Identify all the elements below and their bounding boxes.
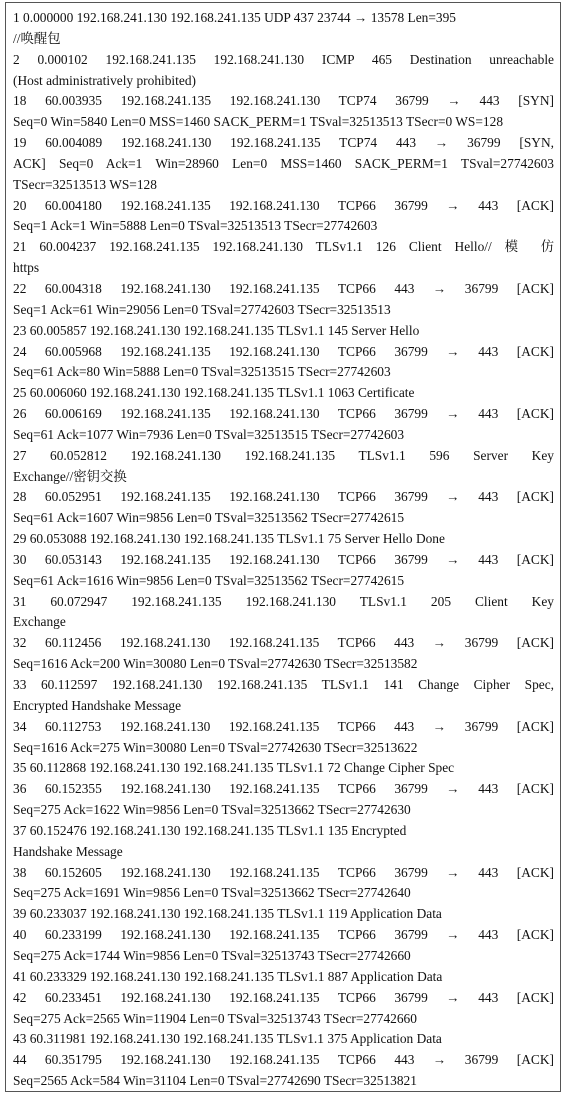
packet-log-line: 33 60.112597 192.168.241.130 192.168.241.135 TLSv1.1 141 Change Cipher Spec, bbox=[13, 677, 554, 692]
packet-log-line: Seq=1 Ack=61 Win=29056 Len=0 TSval=27742603 TSecr=32513513 bbox=[13, 301, 391, 317]
packet-log-line: 18 60.003935 192.168.241.135 192.168.241.130 TCP74 36799 → 443 [SYN] bbox=[13, 93, 554, 109]
packet-log-line: Seq=275 Ack=1744 Win=9856 Len=0 TSval=32513743 TSecr=27742660 bbox=[13, 947, 411, 963]
packet-log-line: https bbox=[13, 260, 40, 276]
packet-log-line: Seq=1616 Ack=275 Win=30080 Len=0 TSval=27742630 TSecr=32513622 bbox=[13, 739, 418, 755]
packet-log-line: 43 60.311981 192.168.241.130 192.168.241.135 TLSv1.1 375 Application Data bbox=[13, 1031, 442, 1047]
packet-log-line: 34 60.112753 192.168.241.130 192.168.241.135 TCP66 443 → 36799 [ACK] bbox=[13, 718, 554, 734]
packet-log-line: Seq=61 Ack=1077 Win=7936 Len=0 TSval=32513515 TSecr=27742603 bbox=[13, 426, 405, 442]
packet-log-line: 39 60.233037 192.168.241.130 192.168.241.135 TLSv1.1 119 Application Data bbox=[13, 906, 442, 922]
packet-log-line: 22 60.004318 192.168.241.130 192.168.241.135 TCP66 443 → 36799 [ACK] bbox=[13, 280, 554, 296]
packet-log-line: 38 60.152605 192.168.241.130 192.168.241.135 TCP66 36799 → 443 [ACK] bbox=[13, 864, 554, 880]
packet-log-line: 32 60.112456 192.168.241.130 192.168.241.135 TCP66 443 → 36799 [ACK] bbox=[13, 635, 554, 651]
packet-log-line: 20 60.004180 192.168.241.135 192.168.241.130 TCP66 36799 → 443 [ACK] bbox=[13, 197, 554, 213]
packet-log-line: Seq=0 Win=5840 Len=0 MSS=1460 SACK_PERM=1 TSval=32513513 TSecr=0 WS=128 bbox=[13, 114, 504, 130]
packet-log-line: 26 60.006169 192.168.241.135 192.168.241.130 TCP66 36799 → 443 [ACK] bbox=[13, 406, 554, 422]
packet-log-line: 25 60.006060 192.168.241.130 192.168.241.135 TLSv1.1 1063 Certificate bbox=[13, 385, 415, 401]
packet-log-line: 41 60.233329 192.168.241.130 192.168.241.135 TLSv1.1 887 Application Data bbox=[13, 968, 443, 984]
packet-log-line: 27 60.052812 192.168.241.130 192.168.241.135 TLSv1.1 596 Server Key bbox=[13, 447, 554, 463]
packet-log-line: Seq=275 Ack=1622 Win=9856 Len=0 TSval=32513662 TSecr=27742630 bbox=[13, 802, 411, 818]
packet-log-line: //唤醒包 bbox=[13, 30, 61, 46]
packet-log-frame bbox=[5, 2, 561, 1092]
packet-log-line: ACK] Seq=0 Ack=1 Win=28960 Len=0 MSS=1460 SACK_PERM=1 TSval=27742603 bbox=[13, 155, 554, 171]
packet-log-line: Seq=275 Ack=2565 Win=11904 Len=0 TSval=32513743 TSecr=27742660 bbox=[13, 1010, 417, 1026]
packet-log-line: 19 60.004089 192.168.241.130 192.168.241.135 TCP74 443 → 36799 [SYN, bbox=[13, 135, 554, 151]
packet-log-line: 24 60.005968 192.168.241.135 192.168.241.130 TCP66 36799 → 443 [ACK] bbox=[13, 343, 554, 359]
packet-log-line: 21 60.004237 192.168.241.135 192.168.241.130 TLSv1.1 126 Client Hello// 模 仿 bbox=[13, 239, 554, 255]
packet-log-line: Exchange bbox=[13, 614, 66, 630]
packet-log-line: Exchange//密钥交换 bbox=[13, 468, 127, 484]
packet-log-line: Handshake Message bbox=[13, 843, 123, 859]
packet-log-line: 40 60.233199 192.168.241.130 192.168.241.135 TCP66 36799 → 443 [ACK] bbox=[13, 927, 554, 943]
packet-log-line: Seq=61 Ack=1616 Win=9856 Len=0 TSval=32513562 TSecr=27742615 bbox=[13, 572, 405, 588]
packet-log-line: 36 60.152355 192.168.241.130 192.168.241.135 TCP66 36799 → 443 [ACK] bbox=[13, 781, 554, 797]
packet-log-line: TSecr=32513513 WS=128 bbox=[13, 176, 157, 192]
packet-log-line: Encrypted Handshake Message bbox=[13, 697, 182, 713]
packet-log-line: 23 60.005857 192.168.241.130 192.168.241.135 TLSv1.1 145 Server Hello bbox=[13, 322, 420, 338]
packet-log-line: Seq=1 Ack=1 Win=5888 Len=0 TSval=32513513 TSecr=27742603 bbox=[13, 218, 378, 234]
packet-log-line: 29 60.053088 192.168.241.130 192.168.241.135 TLSv1.1 75 Server Hello Done bbox=[13, 531, 445, 547]
packet-log-line: 2 0.000102 192.168.241.135 192.168.241.130 ICMP 465 Destination unreachable bbox=[13, 51, 554, 67]
packet-log-line: Seq=61 Ack=80 Win=5888 Len=0 TSval=32513515 TSecr=27742603 bbox=[13, 364, 391, 380]
packet-log-line: 28 60.052951 192.168.241.135 192.168.241.130 TCP66 36799 → 443 [ACK] bbox=[13, 489, 554, 505]
packet-log-line: 31 60.072947 192.168.241.135 192.168.241.130 TLSv1.1 205 Client Key bbox=[13, 593, 554, 609]
packet-log-line: Seq=1616 Ack=200 Win=30080 Len=0 TSval=27742630 TSecr=32513582 bbox=[13, 656, 418, 672]
packet-log-line: 44 60.351795 192.168.241.130 192.168.241.135 TCP66 443 → 36799 [ACK] bbox=[13, 1052, 554, 1068]
packet-log-line: 37 60.152476 192.168.241.130 192.168.241.135 TLSv1.1 135 Encrypted bbox=[13, 822, 407, 838]
packet-log-line: 1 0.000000 192.168.241.130 192.168.241.135 UDP 437 23744 → 13578 Len=395 bbox=[13, 10, 456, 25]
packet-log-line: Seq=2565 Ack=584 Win=31104 Len=0 TSval=27742690 TSecr=32513821 bbox=[13, 1073, 417, 1089]
packet-log-line: Seq=61 Ack=1607 Win=9856 Len=0 TSval=32513562 TSecr=27742615 bbox=[13, 510, 405, 526]
packet-log-line: (Host administratively prohibited) bbox=[13, 72, 196, 88]
packet-log-line: 35 60.112868 192.168.241.130 192.168.241.135 TLSv1.1 72 Change Cipher Spec bbox=[13, 760, 455, 776]
packet-log-line: 42 60.233451 192.168.241.130 192.168.241.135 TCP66 36799 → 443 [ACK] bbox=[13, 989, 554, 1005]
packet-log-line: Seq=275 Ack=1691 Win=9856 Len=0 TSval=32513662 TSecr=27742640 bbox=[13, 885, 411, 901]
packet-log-line: 30 60.053143 192.168.241.135 192.168.241.130 TCP66 36799 → 443 [ACK] bbox=[13, 551, 554, 567]
